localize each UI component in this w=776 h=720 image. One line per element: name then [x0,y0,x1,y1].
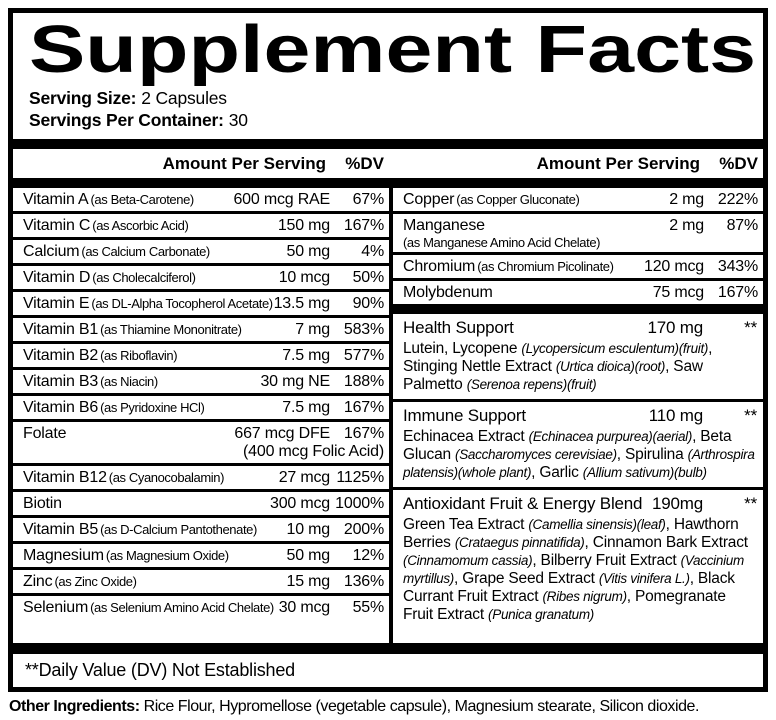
nutrient-form: (as Zinc Oxide) [54,574,137,589]
nutrient-form: (as Ascorbic Acid) [92,218,189,233]
serving-size-label: Serving Size: [29,88,137,108]
nutrient-amount: 150 mg [277,217,330,234]
blend-antioxidant-fruit-energy [393,490,763,629]
nutrient-name: Biotin [23,495,62,512]
nutrient-name: Vitamin B1 (as Thiamine Mononitrate) [23,321,242,338]
nutrient-row-magnesium [13,544,389,570]
blend-ingredients: Echinacea Extract (Echinacea purpurea)(aerial), Beta Glucan (Saccharomyces cerevisiae), Spirulina (Arthrospira platensis)(whole plant), Garlic (Allium sativum)(bulb) [403,428,755,481]
nutrient-dv: 50% [352,269,384,286]
nutrient-form: (as Manganese Amino Acid Chelate) [403,235,601,250]
nutrient-amount: 120 mcg [644,258,704,275]
nutrient-form: (as Beta-Carotene) [90,192,194,207]
nutrient-name: Vitamin B3 (as Niacin) [23,373,158,390]
nutrient-amount: 10 mg [286,521,330,538]
header-bottom-bar [13,178,763,188]
nutrient-columns [13,188,763,643]
other-ingredients-label: Other Ingredients: [9,698,140,715]
blend-name: Immune Support [403,406,526,425]
nutrient-amount: 10 mcg [278,269,330,286]
left-column-header [13,149,389,178]
dv-header-right: %DV [719,154,758,173]
blend-immune-support [393,402,763,490]
nutrient-row-manganese [393,214,763,255]
nutrient-form: (as DL-Alpha Tocopherol Acetate) [91,296,273,311]
nutrient-amount: 2 mg [669,217,704,234]
nutrient-dv: 200% [343,521,384,538]
nutrient-form: (as Riboflavin) [100,348,178,363]
blend-ingredients: Green Tea Extract (Camellia sinensis)(leaf), Hawthorn Berries (Crataegus pinnatifida), Cinnamon Bark Extract (Cinnamomum cassia), Bilberry Fruit Extract (Vaccinium myrtillus), Grape Seed Extract (Vitis vinifera L.), Black Currant Fruit Extract (Ribes nigrum), Pomegranate Fruit Extract (Punica granatum) [403,516,748,623]
blend-dv: ** [744,318,757,337]
right-column-header [389,149,763,178]
other-ingredients [0,698,776,716]
nutrient-name: Copper (as Copper Gluconate) [403,191,580,208]
nutrient-dv: 55% [352,599,384,616]
column-headers [13,149,763,178]
servings-per-container-line [29,109,763,131]
nutrient-dv: 167% [343,425,384,442]
nutrient-dv: 67% [352,191,384,208]
nutrient-dv: 577% [343,347,384,364]
nutrient-amount: 75 mcg [652,284,704,301]
nutrient-form: (as Copper Gluconate) [456,192,580,207]
nutrient-name: Calcium (as Calcium Carbonate) [23,243,210,260]
nutrient-form: (as Cholecalciferol) [92,270,196,285]
serving-size-line [29,87,763,109]
dv-header-left: %DV [345,154,384,173]
nutrient-row-selenium [13,596,389,619]
nutrient-form: (as Thiamine Mononitrate) [100,322,242,337]
nutrient-name: Zinc (as Zinc Oxide) [23,573,137,590]
nutrient-form: (as Selenium Amino Acid Chelate) [90,600,274,615]
nutrient-dv: 188% [343,373,384,390]
other-ingredients-text: Rice Flour, Hypromellose (vegetable capsule), Magnesium stearate, Silicon dioxide. [139,698,699,715]
nutrient-row-folate [13,422,389,466]
nutrient-amount: 7.5 mg [282,347,330,364]
nutrient-name: Vitamin D (as Cholecalciferol) [23,269,196,286]
blend-amount: 170 mg [647,318,703,337]
nutrient-name: Vitamin B2 (as Riboflavin) [23,347,178,364]
nutrient-row-copper [393,188,763,214]
nutrient-amount: 13.5 mg [273,295,330,312]
nutrient-dv: 90% [352,295,384,312]
nutrient-dv: 222% [717,191,758,208]
servings-per-container-value: 30 [228,110,248,130]
nutrient-dv: 1125% [336,469,384,486]
nutrient-row-vitamin-b2 [13,344,389,370]
blend-section-bar [393,304,763,314]
nutrient-row-calcium [13,240,389,266]
nutrient-dv: 1000% [335,495,384,512]
nutrient-row-vitamin-a [13,188,389,214]
nutrient-name: Vitamin E (as DL-Alpha Tocopherol Acetate) [23,295,273,312]
blend-name: Antioxidant Fruit & Energy Blend [403,494,643,513]
nutrient-row-vitamin-b3 [13,370,389,396]
nutrient-row-vitamin-b5 [13,518,389,544]
nutrient-form: (as Pyridoxine HCl) [100,400,205,415]
nutrient-name: Chromium (as Chromium Picolinate) [403,258,614,275]
nutrient-amount: 30 mg NE [260,373,330,390]
nutrient-form: (as Cyanocobalamin) [108,470,225,485]
nutrient-name: Vitamin A (as Beta-Carotene) [23,191,194,208]
nutrient-amount-secondary: (400 mcg Folic Acid) [243,443,384,460]
nutrient-amount: 27 mcg [278,469,330,486]
nutrient-dv: 167% [343,217,384,234]
nutrient-row-biotin [13,492,389,518]
nutrient-dv: 343% [717,258,758,275]
serving-info [13,87,763,139]
nutrient-name: Vitamin B6 (as Pyridoxine HCl) [23,399,205,416]
servings-per-container-label: Servings Per Container: [29,110,224,130]
blend-dv: ** [744,494,757,513]
nutrient-name: Magnesium (as Magnesium Oxide) [23,547,229,564]
nutrient-row-vitamin-e [13,292,389,318]
nutrient-dv: 87% [726,217,758,234]
nutrient-dv: 167% [717,284,758,301]
nutrient-row-vitamin-d [13,266,389,292]
nutrient-name: Folate [23,425,67,442]
header-top-bar [13,139,763,149]
nutrient-form: (as Magnesium Oxide) [105,548,229,563]
nutrient-amount: 300 mcg [270,495,330,512]
panel-title: Supplement Facts [29,12,757,87]
nutrient-dv: 583% [343,321,384,338]
supplement-facts-panel [8,8,768,692]
blend-dv: ** [744,406,757,425]
nutrient-form: (as Niacin) [100,374,158,389]
right-nutrient-column [389,188,763,643]
nutrient-name: Molybdenum [403,284,493,301]
nutrient-row-vitamin-b12 [13,466,389,492]
nutrient-row-molybdenum [393,281,763,304]
amount-per-serving-header-right: Amount Per Serving [536,154,700,173]
nutrient-form: (as Chromium Picolinate) [477,259,614,274]
nutrient-amount: 2 mg [669,191,704,208]
nutrient-name: Selenium (as Selenium Amino Acid Chelate) [23,599,274,616]
nutrient-amount: 30 mcg [278,599,330,616]
nutrient-dv: 4% [361,243,384,260]
amount-per-serving-header-left: Amount Per Serving [162,154,326,173]
left-nutrient-column [13,188,389,643]
nutrient-dv: 12% [352,547,384,564]
nutrient-amount: 667 mcg DFE [234,425,330,442]
blend-amount: 190mg [652,494,703,513]
blend-name: Health Support [403,318,514,337]
nutrient-amount: 7.5 mg [282,399,330,416]
serving-size-value: 2 Capsules [141,88,227,108]
nutrient-dv: 136% [343,573,384,590]
blend-health-support [393,314,763,402]
nutrient-row-vitamin-c [13,214,389,240]
daily-value-footnote: **Daily Value (DV) Not Established [25,660,295,680]
blend-ingredients: Lutein, Lycopene (Lycopersicum esculentum)(fruit), Stinging Nettle Extract (Urtica dioica)(root), Saw Palmetto (Serenoa repens)(fruit) [403,340,713,393]
nutrient-amount: 50 mg [286,547,330,564]
nutrient-amount: 15 mg [286,573,330,590]
nutrient-row-vitamin-b6 [13,396,389,422]
nutrient-name: Manganese [403,217,485,234]
nutrient-dv: 167% [343,399,384,416]
nutrient-name: Vitamin B5 (as D-Calcium Pantothenate) [23,521,257,538]
nutrient-form: (as Calcium Carbonate) [81,244,210,259]
nutrient-name: Vitamin C (as Ascorbic Acid) [23,217,189,234]
nutrient-row-vitamin-b1 [13,318,389,344]
nutrient-amount: 50 mg [286,243,330,260]
blend-amount: 110 mg [648,406,703,425]
nutrient-amount: 7 mg [295,321,330,338]
nutrient-row-chromium [393,255,763,281]
footnote-bar [13,643,763,654]
nutrient-amount: 600 mcg RAE [233,191,330,208]
nutrient-name: Vitamin B12 (as Cyanocobalamin) [23,469,225,486]
nutrient-row-zinc [13,570,389,596]
nutrient-form: (as D-Calcium Pantothenate) [100,522,257,537]
